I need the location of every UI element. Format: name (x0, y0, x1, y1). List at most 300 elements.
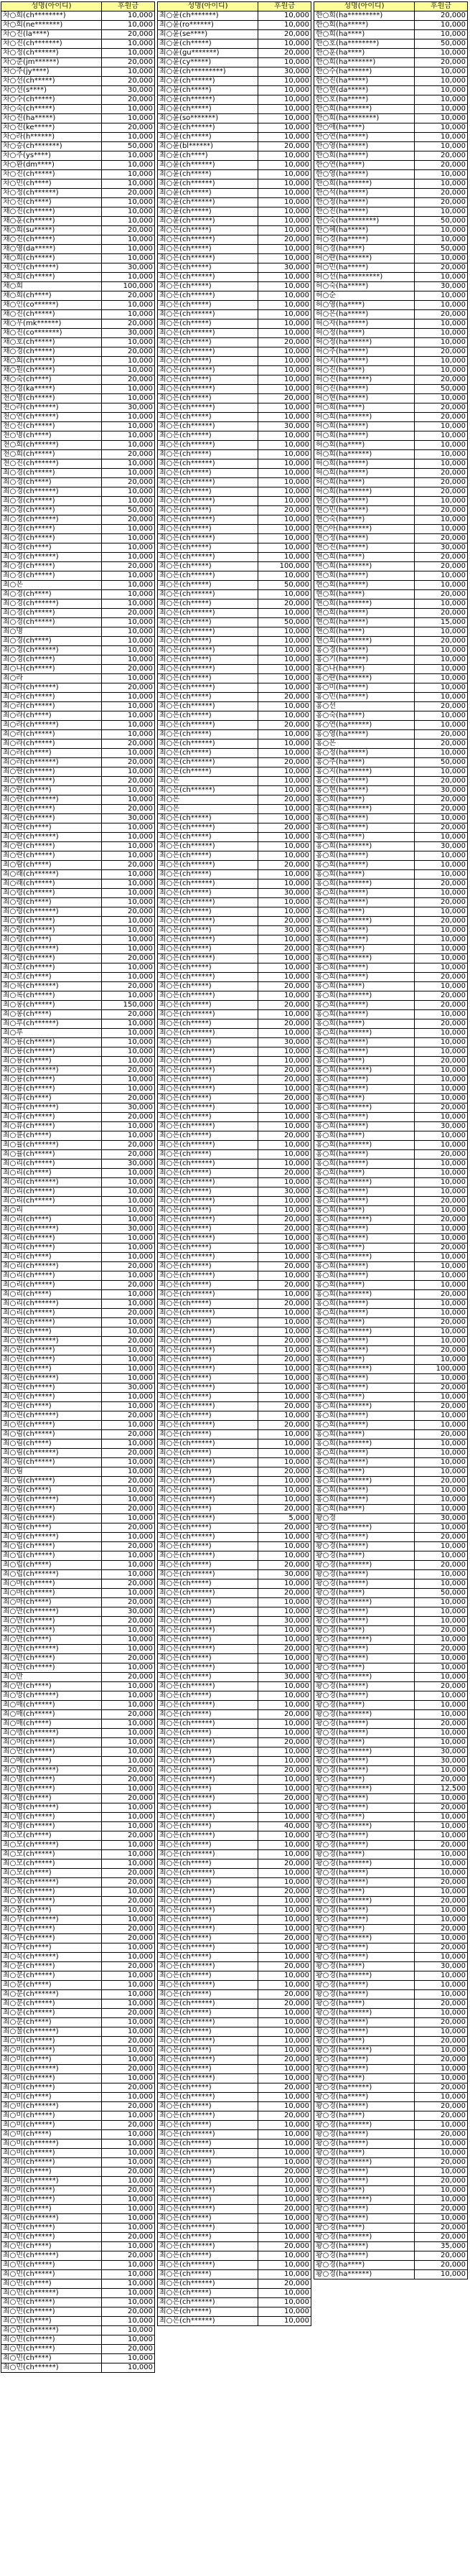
table-row (158, 2298, 311, 2307)
donation-amount: 10,000 (415, 30, 468, 39)
donor-name: 채○희(ch*****) (1, 357, 102, 366)
donation-amount: 10,000 (102, 1813, 155, 1822)
table-row (314, 2093, 468, 2102)
donation-amount: 20,000 (102, 1113, 155, 1122)
donor-name: 한○진(ha*****) (314, 207, 415, 217)
donation-amount: 10,000 (102, 2046, 155, 2055)
donation-amount: 10,000 (258, 674, 311, 683)
donation-amount: 10,000 (102, 1495, 155, 1505)
table-row (314, 30, 468, 39)
table-row (314, 487, 468, 497)
donor-name: 홍○희(ha*****) (314, 1337, 415, 1346)
donation-amount: 150,000 (102, 1001, 155, 1010)
donation-amount: 10,000 (258, 1831, 311, 1841)
table-row (314, 95, 468, 105)
donation-amount: 100,000 (102, 282, 155, 291)
table-row (314, 2083, 468, 2093)
table-row (1, 1822, 155, 1831)
donation-amount: 20,000 (415, 739, 468, 749)
donation-amount: 10,000 (258, 1122, 311, 1131)
table-row (1, 394, 155, 403)
table-row (158, 2307, 311, 2317)
donation-amount: 20,000 (102, 1617, 155, 1626)
donation-amount: 10,000 (258, 1971, 311, 1981)
table-row (1, 2317, 155, 2326)
table-row (314, 375, 468, 385)
donation-amount: 10,000 (258, 2018, 311, 2027)
donation-amount: 10,000 (102, 1841, 155, 1850)
donor-name: 최○은(ch*****) (158, 1617, 258, 1626)
donor-name: 최○은(ch*****) (158, 599, 258, 609)
donation-amount: 20,000 (258, 1934, 311, 1943)
donor-name: 최○명(ch****) (1, 1794, 102, 1803)
donor-name: 최○모(ch*****) (1, 1850, 102, 1859)
donation-amount: 10,000 (258, 1178, 311, 1187)
table-row (158, 58, 311, 67)
donation-amount: 10,000 (102, 917, 155, 926)
table-row (314, 1607, 468, 1617)
donation-amount: 10,000 (258, 1785, 311, 1794)
donation-amount: 30,000 (415, 1962, 468, 1971)
donor-name: 한○진(ha*****) (314, 77, 415, 86)
donation-amount: 20,000 (102, 1094, 155, 1103)
table-row (314, 935, 468, 945)
donation-amount: 10,000 (102, 571, 155, 581)
table-row (1, 226, 155, 235)
donation-amount: 20,000 (258, 1299, 311, 1309)
donation-amount: 10,000 (258, 730, 311, 739)
donation-amount: 10,000 (102, 487, 155, 497)
donor-name: 최○미(ch****) (1, 2205, 102, 2214)
donor-name: 홍○희(ha****) (314, 1393, 415, 1402)
donation-amount: 10,000 (415, 749, 468, 758)
table-row (158, 1710, 311, 1719)
table-row (314, 497, 468, 506)
donation-amount: 10,000 (258, 1803, 311, 1813)
table-row (314, 329, 468, 338)
table-row (158, 86, 311, 95)
donor-name: 최○목(ch******) (1, 1878, 102, 1887)
table-row (1, 291, 155, 301)
donor-name: 최○룡(ch*****) (1, 1085, 102, 1094)
donation-amount: 20,000 (102, 30, 155, 39)
donor-name: 최○은(ch******) (158, 1010, 258, 1019)
donation-amount: 20,000 (102, 907, 155, 917)
donor-name: 홍○희(ha******) (314, 1178, 415, 1187)
donation-amount: 20,000 (415, 1533, 468, 1542)
donation-amount: 10,000 (102, 1318, 155, 1327)
donation-amount: 10,000 (102, 1990, 155, 1999)
table-row (158, 431, 311, 441)
donation-amount: 10,000 (102, 935, 155, 945)
table-row (314, 385, 468, 394)
donor-name: 최○은(ch******) (158, 702, 258, 711)
donor-name: 황○경(ha*****) (314, 1906, 415, 1915)
donor-name: 최○은(ch******) (158, 515, 258, 525)
table-row (1, 2242, 155, 2251)
donor-name: 최○미(ch*****) (1, 2195, 102, 2205)
table-row (1, 487, 155, 497)
donor-name: 최○은(ch******) (158, 2018, 258, 2027)
donor-name: 최○란(ch*****) (1, 805, 102, 814)
table-row (314, 1645, 468, 1654)
table-row (1, 2354, 155, 2363)
table-row (314, 1551, 468, 1561)
table-row (1, 1001, 155, 1010)
donation-amount: 10,000 (415, 1467, 468, 1477)
donor-name: 황○경(ha******) (314, 1897, 415, 1906)
donor-name: 최○은(ch*****) (158, 907, 258, 917)
table-row (1, 1215, 155, 1225)
donor-name: 홍○희(ha*****) (314, 1113, 415, 1122)
table-row (1, 1673, 155, 1682)
table-row (1, 1057, 155, 1066)
donor-name: 최○은(ch*****) (158, 2195, 258, 2205)
donor-name: 최○은(ch******) (158, 1962, 258, 1971)
donation-amount: 20,000 (102, 2307, 155, 2317)
table-row (158, 2027, 311, 2037)
donor-name: 최○롱(ch*****) (1, 1001, 102, 1010)
donor-name: 황○경(ha*****) (314, 1533, 415, 1542)
donor-name: 최○은(ch*****) (158, 1542, 258, 1551)
table-row (158, 1075, 311, 1085)
table-row (1, 1859, 155, 1869)
donation-amount: 10,000 (258, 814, 311, 823)
table-row (1, 749, 155, 758)
donor-name: 최○맹(ch******) (1, 1729, 102, 1738)
table-row (314, 1001, 468, 1010)
donor-name: 홍○희(ha****) (314, 1430, 415, 1439)
table-row (158, 2223, 311, 2233)
donation-amount: 10,000 (258, 1607, 311, 1617)
donor-name: 현○진(ha*****) (314, 543, 415, 553)
table-row (1, 1962, 155, 1971)
donation-amount: 10,000 (415, 2214, 468, 2223)
donor-name: 최○류(ch****) (1, 1094, 102, 1103)
donor-name: 황○경(ha*****) (314, 2093, 415, 2102)
table-row (1, 58, 155, 67)
table-row (314, 1085, 468, 1094)
table-row (314, 1113, 468, 1122)
donor-name: 최○립(ch*****) (1, 1551, 102, 1561)
donation-amount: 20,000 (415, 2251, 468, 2261)
donor-name: 허○숙(ha*****) (314, 282, 415, 291)
donor-name: 홍○진(ha*****) (314, 777, 415, 786)
donor-name: 최○은(ch*****) (158, 2177, 258, 2186)
donor-name: 홍○희(ha*****) (314, 1001, 415, 1010)
donor-name: 홍○희(ha******) (314, 1327, 415, 1337)
table-row (314, 618, 468, 627)
donation-amount: 30,000 (102, 329, 155, 338)
donor-name: 최○경(ch*****) (1, 655, 102, 665)
donor-name: 최○윤(ch******) (158, 123, 258, 133)
donation-amount: 10,000 (102, 702, 155, 711)
donation-amount: 10,000 (415, 2186, 468, 2195)
table-row (158, 2018, 311, 2027)
donation-amount: 10,000 (415, 67, 468, 77)
donor-name: 현○희(ha*****) (314, 609, 415, 618)
donation-amount: 10,000 (102, 889, 155, 898)
table-row (158, 1645, 311, 1654)
donor-name: 허○영(ha****) (314, 301, 415, 310)
table-row (314, 151, 468, 161)
donation-amount: 20,000 (102, 77, 155, 86)
donor-name: 최○은(ch*****) (158, 889, 258, 898)
donor-name: 최○윤(ch*****) (158, 105, 258, 114)
table-row (158, 39, 311, 49)
donor-name: 황○경(ha*****) (314, 1645, 415, 1654)
table-row (314, 973, 468, 982)
donor-name: 최○은(ch*****) (158, 245, 258, 254)
table-row (314, 1094, 468, 1103)
table-row (1, 1271, 155, 1281)
donor-name: 최○린(ch*****) (1, 1393, 102, 1402)
donor-name: 최○은(ch*****) (158, 851, 258, 861)
donor-name: 최○만(ch******) (1, 1645, 102, 1654)
table-row (314, 599, 468, 609)
donor-name: 최○명(ch*****) (1, 1785, 102, 1794)
donor-name: 한○호(ha*****) (314, 95, 415, 105)
donor-name: 최○은(ch******) (158, 2167, 258, 2177)
donor-name: 최○민(ch****) (1, 2317, 102, 2326)
donation-amount: 20,000 (258, 1169, 311, 1178)
table-row (158, 21, 311, 30)
donor-name: 허○민(ha*****) (314, 263, 415, 273)
donor-name: 최○라(ch******) (1, 721, 102, 730)
donation-amount: 20,000 (415, 263, 468, 273)
donation-amount: 10,000 (415, 674, 468, 683)
donor-name: 최○은(ch******) (158, 478, 258, 487)
donor-name: 최○리(ch*****) (1, 1234, 102, 1243)
donor-name: 최○은(ch******) (158, 609, 258, 618)
table-row (1, 2018, 155, 2027)
donation-amount: 20,000 (102, 1878, 155, 1887)
table-row (1, 422, 155, 431)
donor-name: 최○은(ch******) (158, 254, 258, 263)
donor-name: 홍○희(ha******) (314, 917, 415, 926)
donor-name: 최○림(ch*****) (1, 1477, 102, 1486)
donor-name: 황○경(ha*****) (314, 1570, 415, 1579)
donor-name: 최○은(ch*****) (158, 711, 258, 721)
table-row (1, 1262, 155, 1271)
table-row (1, 1253, 155, 1262)
donation-amount: 10,000 (102, 179, 155, 189)
table-row (158, 95, 311, 105)
table-row (314, 1290, 468, 1299)
table-row (1, 1738, 155, 1747)
donor-name: 최○은(ch*****) (158, 1411, 258, 1421)
donor-name: 최○은(ch******) (158, 310, 258, 319)
table-row (1, 1318, 155, 1327)
donation-amount: 10,000 (102, 1589, 155, 1598)
donation-amount: 10,000 (102, 2093, 155, 2102)
donor-name: 홍○희(ha******) (314, 1439, 415, 1449)
donation-amount: 20,000 (415, 2223, 468, 2233)
donation-amount: 20,000 (102, 1654, 155, 1663)
table-row (314, 478, 468, 487)
donor-name: 채○희(ch****) (1, 291, 102, 301)
donor-name: 홍○희(ha*****) (314, 1299, 415, 1309)
donor-name: 최○은(ch******) (158, 954, 258, 963)
donation-amount: 20,000 (102, 2009, 155, 2018)
table-row (158, 422, 311, 431)
table-row (158, 1766, 311, 1775)
donor-name: 최○은(ch******) (158, 590, 258, 599)
donor-name: 최○은(ch*****) (158, 982, 258, 991)
donor-name: 최○경(ch******) (1, 487, 102, 497)
donor-name: 홍○숙(ha****) (314, 711, 415, 721)
donation-amount: 10,000 (102, 170, 155, 179)
table-row (1, 1915, 155, 1925)
table-row (314, 646, 468, 655)
table-row (158, 1859, 311, 1869)
donation-amount: 20,000 (258, 861, 311, 870)
donation-amount: 20,000 (415, 879, 468, 889)
donor-name: 최○은(ch*****) (158, 2233, 258, 2242)
donation-amount: 20,000 (415, 1197, 468, 1206)
table-row (1, 105, 155, 114)
donor-name: 허○정(ha******) (314, 338, 415, 347)
donation-amount: 10,000 (415, 1654, 468, 1663)
donor-name: 황○경(ha****) (314, 1663, 415, 1673)
table-row (1, 1682, 155, 1691)
donation-amount: 10,000 (415, 49, 468, 58)
donation-amount: 10,000 (258, 2102, 311, 2111)
donor-table-1 (1, 1, 155, 2373)
table-row (314, 2037, 468, 2046)
donation-amount: 20,000 (415, 534, 468, 543)
donation-amount: 10,000 (258, 665, 311, 674)
donor-name: 최○은(ch******) (158, 235, 258, 245)
table-row (1, 170, 155, 179)
donor-name: 최○묵(ch******) (1, 1953, 102, 1962)
donor-name: 최○은(ch*****) (158, 2046, 258, 2055)
table-row (158, 1402, 311, 1411)
table-row (158, 1999, 311, 2009)
table-row (158, 1523, 311, 1533)
donor-name: 최○은(ch*****) (158, 506, 258, 515)
donation-amount: 50,000 (415, 39, 468, 49)
table-row (1, 39, 155, 49)
donor-name: 최○령(ch*****) (1, 889, 102, 898)
donor-name: 현○희(ha******) (314, 562, 415, 571)
table-row (158, 1906, 311, 1915)
table-row (158, 758, 311, 767)
donation-amount: 10,000 (415, 1159, 468, 1169)
donation-amount: 10,000 (258, 2261, 311, 2270)
donation-amount: 10,000 (415, 1822, 468, 1831)
table-row (1, 2205, 155, 2214)
table-row (1, 702, 155, 711)
table-row (1, 1234, 155, 1243)
donation-amount: 20,000 (258, 1738, 311, 1747)
donor-name: 최○리(ch******) (1, 1178, 102, 1187)
table-row (1, 2037, 155, 2046)
donor-name: 최○경(ch******) (1, 515, 102, 525)
donation-amount: 20,000 (102, 1309, 155, 1318)
donation-amount: 10,000 (415, 1141, 468, 1150)
donation-amount: 20,000 (415, 310, 468, 319)
donation-amount: 20,000 (258, 142, 311, 151)
donation-amount: 10,000 (415, 357, 468, 366)
donation-amount: 20,000 (258, 917, 311, 926)
donation-amount: 10,000 (102, 1635, 155, 1645)
donor-name: 최○은(ch******) (158, 2205, 258, 2214)
donor-name: 최○먼(ch*****) (1, 1747, 102, 1757)
table-row (314, 1971, 468, 1981)
table-row (158, 683, 311, 693)
donor-name: 황○경(ha*****) (314, 1654, 415, 1663)
donation-amount: 10,000 (102, 1887, 155, 1897)
donor-name: 최○림(ch******) (1, 1533, 102, 1542)
donor-name: 홍○희(ha*****) (314, 973, 415, 982)
donor-name: 허○지(ha*****) (314, 357, 415, 366)
donor-name: 최○리(ch****) (1, 1169, 102, 1178)
donation-amount: 20,000 (102, 1523, 155, 1533)
table-row (158, 1598, 311, 1607)
table-row (1, 1869, 155, 1878)
donation-amount: 10,000 (258, 217, 311, 226)
table-row (158, 67, 311, 77)
table-row (158, 1383, 311, 1393)
donor-name: 최○몽(ch*****) (1, 1897, 102, 1906)
donation-amount: 20,000 (258, 2205, 311, 2214)
donor-name: 최○은(ch******) (158, 1309, 258, 1318)
table-row (1, 590, 155, 599)
donor-name: 최○은(ch******) (158, 1253, 258, 1262)
donation-amount: 10,000 (415, 2046, 468, 2055)
donation-amount: 10,000 (415, 767, 468, 777)
table-row (1, 1589, 155, 1598)
donor-name: 최○은(ch******) (158, 758, 258, 767)
donor-name: 최○은(ch*****) (158, 1803, 258, 1813)
table-row (314, 1635, 468, 1645)
donor-name: 최○린(ch****) (1, 1365, 102, 1374)
donor-name: 홍○희(ha*****) (314, 1421, 415, 1430)
donor-name: 홍○희(ha******) (314, 1477, 415, 1486)
donor-name: 황○경(ha****) (314, 1887, 415, 1897)
donor-name: 최○미(ch******) (1, 2214, 102, 2223)
table-row (158, 1495, 311, 1505)
table-row (314, 49, 468, 58)
donor-name: 홍○희(ha*****) (314, 935, 415, 945)
donor-name: 최○령(ch****) (1, 898, 102, 907)
donation-amount: 10,000 (415, 1663, 468, 1673)
donation-amount: 10,000 (258, 1953, 311, 1962)
donation-amount: 20,000 (258, 2055, 311, 2065)
donor-name: 최○마(ch****) (1, 1598, 102, 1607)
donation-amount: 10,000 (102, 823, 155, 833)
donor-name: 최○류(ch*****) (1, 1113, 102, 1122)
table-row (314, 1701, 468, 1710)
donation-amount: 10,000 (415, 226, 468, 235)
donation-amount: 10,000 (415, 2093, 468, 2102)
donation-amount: 10,000 (415, 1953, 468, 1962)
donation-amount: 20,000 (258, 2083, 311, 2093)
donation-amount: 10,000 (102, 1458, 155, 1467)
donation-amount: 10,000 (102, 1738, 155, 1747)
donation-amount: 10,000 (415, 235, 468, 245)
table-row (314, 1654, 468, 1663)
table-row (158, 226, 311, 235)
donation-amount: 10,000 (102, 618, 155, 627)
donation-amount: 10,000 (102, 217, 155, 226)
donor-name: 최○림(ch*****) (1, 1514, 102, 1523)
donor-name: 천○연(ch******) (1, 413, 102, 422)
table-row (314, 907, 468, 917)
table-row (158, 1785, 311, 1794)
donation-amount: 10,000 (258, 534, 311, 543)
